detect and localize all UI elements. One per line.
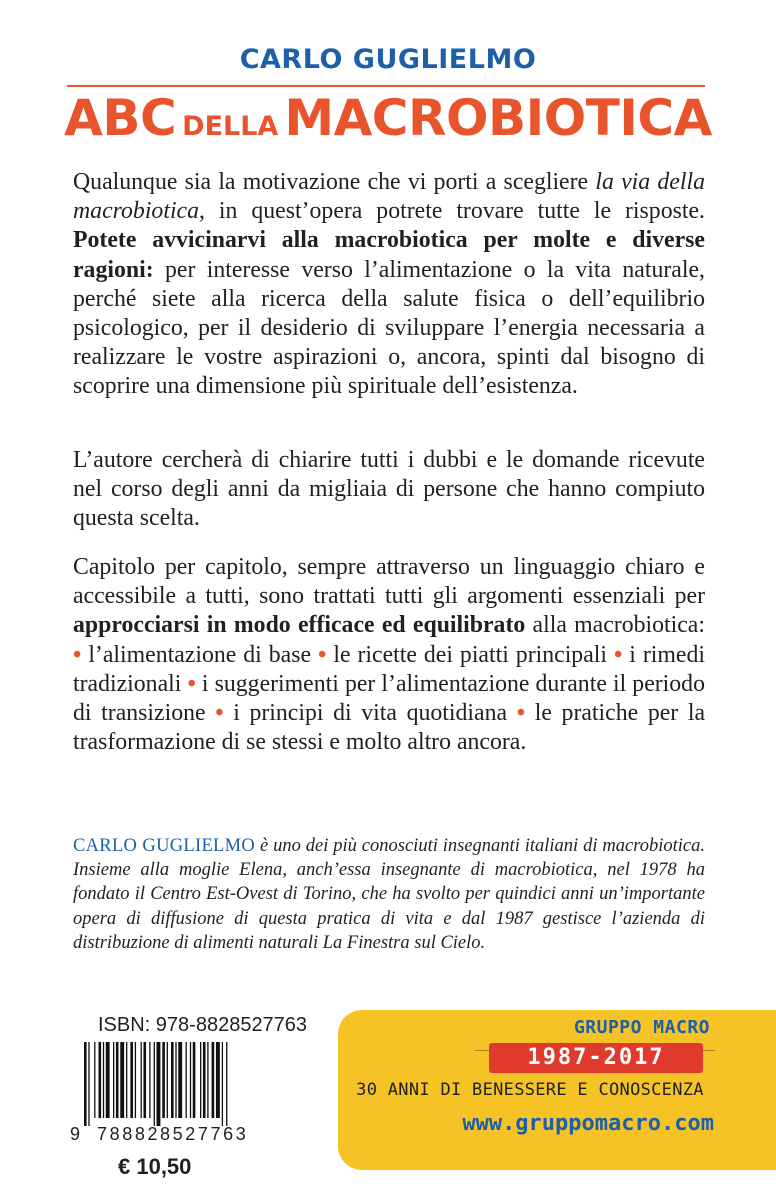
bullet-icon: • [187, 670, 196, 697]
bullet-icon: • [215, 700, 224, 727]
topic-item: i principi di vita quotidiana [233, 700, 508, 727]
author-name: CARLO GUGLIELMO [239, 44, 537, 75]
anniversary-years: 1987-2017 [527, 1045, 665, 1070]
p1-text-c: per interesse verso l’alimentazione o la vita naturale, perché siete alla ricerca della salute fisica o dell’equilibrio psicologico, per il desiderio di sviluppare l’energia necessaria a realizzare le vostre aspirazioni o, ancora, spinti dal bisogno di scoprire una dimensione più spirituale dell’esistenza. [73, 256, 705, 400]
price-label: € 10,50 [118, 1154, 192, 1179]
p3-text-b: alla macrobiotica: [525, 612, 705, 639]
p1-text-a: Qualunque sia la motivazione che vi porti a scegliere [73, 169, 596, 195]
bio-author-name: CARLO GUGLIELMO [73, 836, 256, 856]
barcode-digits: 788828527763 [97, 1124, 249, 1144]
topic-item: le pratiche per la trasformazione di se stessi e molto altro ancora. [73, 700, 706, 756]
title-abc: ABC [64, 89, 177, 147]
title-della: DELLA [182, 111, 279, 142]
p3-bold: approcciarsi in modo efficace ed equilibrato [73, 612, 526, 639]
barcode-lead-digit: 9 [70, 1124, 81, 1144]
publisher-name: GRUPPO MACRO [573, 1017, 710, 1038]
title-macrobiotica: MACROBIOTICA [284, 89, 712, 147]
publisher-tagline: 30 ANNI DI BENESSERE E CONOSCENZA [356, 1080, 704, 1100]
book-title [0, 89, 776, 147]
topic-item: i rimedi tradizionali [73, 641, 705, 697]
p1-bold: Potete avvicinarvi alla macrobiotica per molte e diverse ragioni: [73, 227, 705, 283]
bullet-icon: • [318, 641, 327, 668]
bio-text: è uno dei più conosciuti insegnanti italiani di macrobiotica. Insieme alla moglie Elena, anch’essa insegnante di macrobiotica, nel 1978 ha fondato il Centro Est-Ovest di Torino, che ha svolto per quindici anni un’importante opera di diffusione di questa pratica di vita e dal 1987 gestisce l’azienda di distribuzione di alimenti naturali La Finestra sul Cielo. [73, 836, 705, 953]
bullet-icon: • [613, 641, 623, 668]
blurb-paragraph-3 [73, 553, 705, 757]
topic-item: le ricette dei piatti principali [333, 641, 607, 668]
bullet-icon: • [73, 641, 82, 668]
barcode-image [70, 1042, 284, 1126]
blurb-paragraph-1 [73, 168, 705, 402]
bullet-icon: • [516, 700, 526, 727]
topic-item: l’alimentazione di base [88, 641, 312, 668]
p1-italic: la via della macrobiotica [73, 169, 705, 225]
p1-text-b: , in quest’opera potrete trovare tutte le risposte. [199, 198, 705, 225]
isbn-label: ISBN: 978-8828527763 [98, 1014, 308, 1036]
title-divider [67, 85, 705, 87]
topic-item: i suggerimenti per l’alimentazione durante il periodo di transizione [73, 670, 705, 727]
blurb-paragraph-2: L’autore cercherà di chiarire tutti i dubbi e le domande ricevute nel corso degli anni da migliaia di persone che hanno compiuto questa scelta. [73, 447, 705, 532]
publisher-website[interactable]: www.gruppomacro.com [462, 1111, 714, 1136]
p3-text-a: Capitolo per capitolo, sempre attraverso un linguaggio chiaro e accessibile a tutti, sono trattati tutti gli argomenti essenziali per [73, 554, 705, 610]
author-bio [73, 834, 705, 955]
